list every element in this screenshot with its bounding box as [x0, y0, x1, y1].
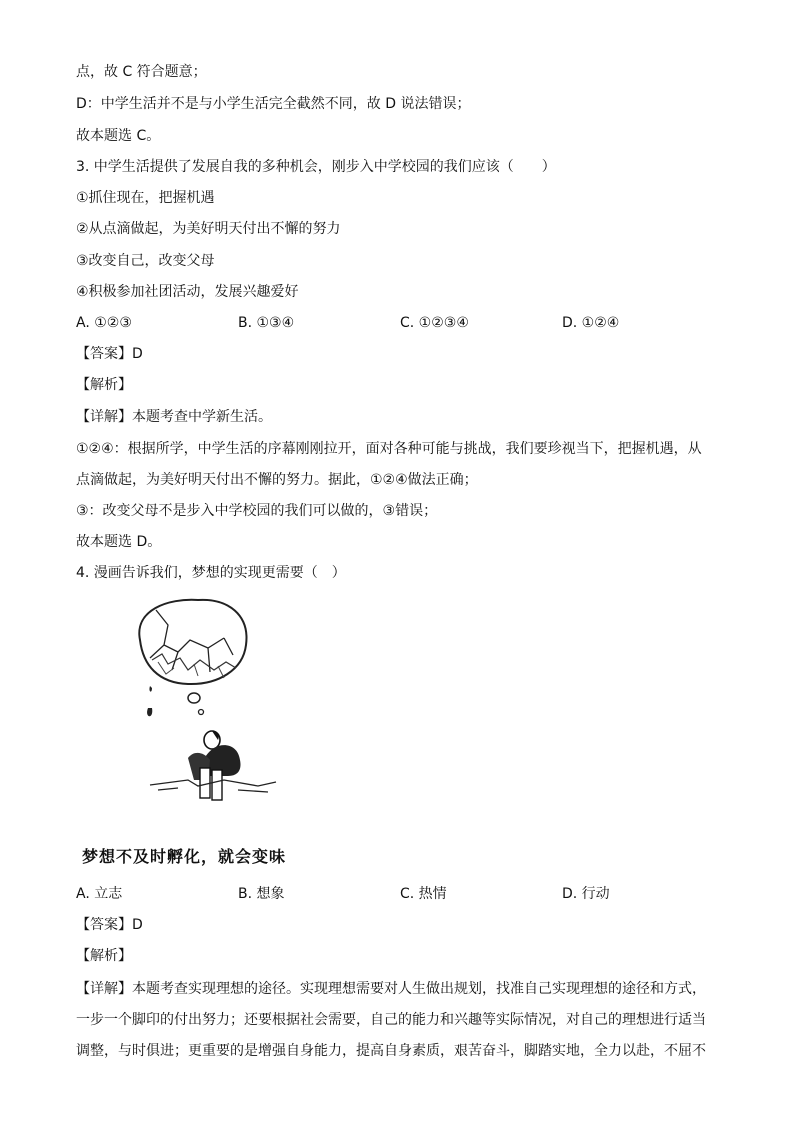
- cartoon-caption: 梦想不及时孵化，就会变味: [82, 847, 287, 866]
- q3-statement-3: ③改变自己，改变父母: [76, 253, 215, 269]
- q4-detail-3: 调整，与时俱进；更重要的是增强自身能力，提高自身素质，艰苦奋斗，脚踏实地，全力以赴，不屈不: [76, 1043, 706, 1059]
- q4-analysis-label: 【解析】: [76, 948, 132, 964]
- q3-detail-2: ①②④：根据所学，中学生活的序幕刚刚拉开，面对各种可能与挑战，我们要珍视当下，把握机遇，从: [76, 441, 702, 457]
- q3-statement-4: ④积极参加社团活动，发展兴趣爱好: [76, 284, 299, 300]
- q4-detail-2: 一步一个脚印的付出努力；还要根据社会需要，自己的能力和兴趣等实际情况，对自己的理想进行适当: [76, 1012, 706, 1028]
- q3-detail-1: 【详解】本题考查中学新生活。: [76, 409, 272, 425]
- q3-option-c: C. ①②③④: [400, 315, 469, 331]
- q4-option-b: B. 想象: [238, 886, 285, 902]
- question-3-stem: 3. 中学生活提供了发展自我的多种机会，刚步入中学校园的我们应该（ ）: [76, 159, 556, 175]
- q4-option-c: C. 热情: [400, 886, 447, 902]
- q3-detail-5: 故本题选 D。: [76, 534, 162, 550]
- q3-detail-3: 点滴做起，为美好明天付出不懈的努力。据此，①②④做法正确；: [76, 472, 478, 488]
- q4-option-a: A. 立志: [76, 886, 123, 902]
- q4-detail-1: 【详解】本题考查实现理想的途径。实现理想需要对人生做出规划，找准自己实现理想的途径和方式，: [76, 981, 706, 997]
- q3-option-a: A. ①②③: [76, 315, 132, 331]
- q3-option-b: B. ①③④: [238, 315, 295, 331]
- line-3: 故本题选 C。: [76, 128, 161, 144]
- q4-option-d: D. 行动: [562, 886, 610, 902]
- q3-analysis-label: 【解析】: [76, 377, 132, 393]
- line-1: 点，故 C 符合题意；: [76, 64, 207, 80]
- q3-statement-2: ②从点滴做起，为美好明天付出不懈的努力: [76, 221, 341, 237]
- q3-answer: 【答案】D: [76, 346, 143, 362]
- q4-answer: 【答案】D: [76, 917, 143, 933]
- q3-detail-4: ③：改变父母不是步入中学校园的我们可以做的，③错误；: [76, 503, 438, 519]
- question-4-stem: 4. 漫画告诉我们，梦想的实现更需要（ ）: [76, 565, 346, 581]
- cartoon-image: [128, 590, 278, 815]
- q3-statement-1: ①抓住现在，把握机遇: [76, 190, 215, 206]
- line-2: D：中学生活并不是与小学生活完全截然不同，故 D 说法错误；: [76, 96, 471, 112]
- q3-option-d: D. ①②④: [562, 315, 620, 331]
